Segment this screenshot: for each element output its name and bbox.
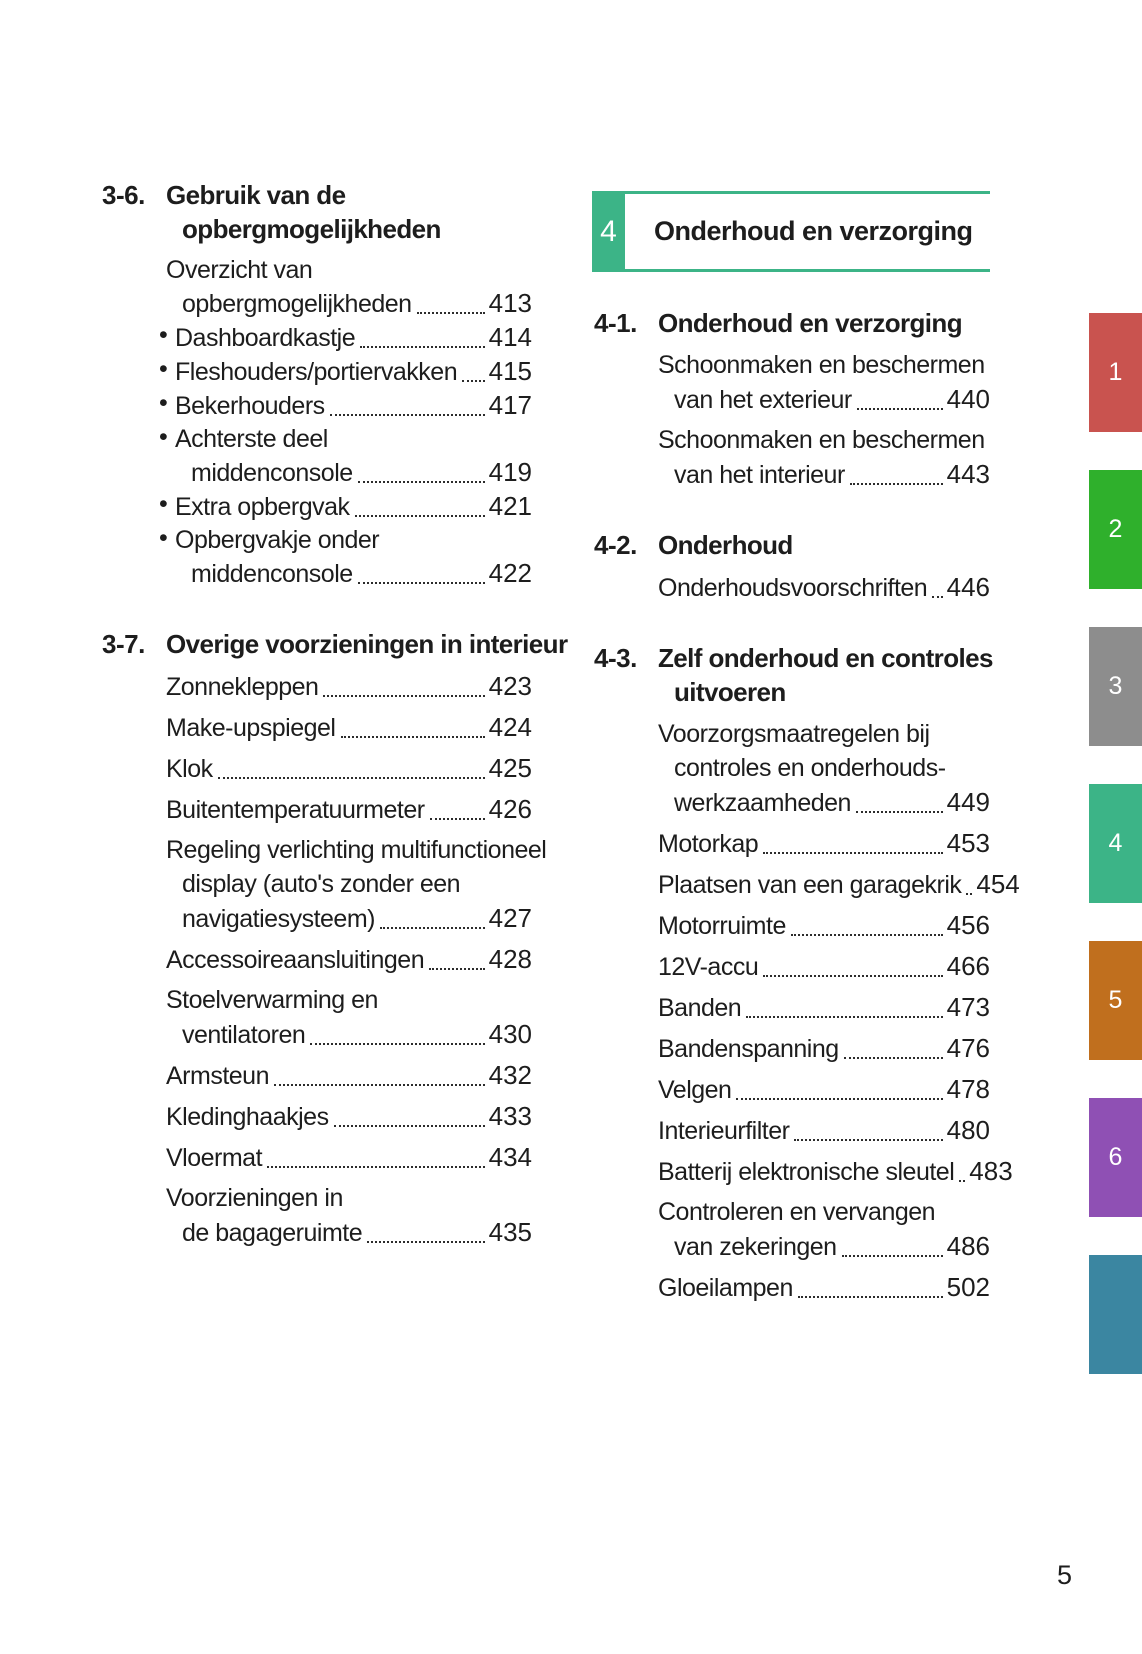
entry-line — [175, 456, 532, 490]
entry-line — [175, 524, 532, 557]
entry-page-number: 466 — [946, 951, 990, 981]
entry-line — [166, 1058, 532, 1093]
entry-page-number: 456 — [946, 910, 990, 940]
entry-line — [658, 423, 990, 457]
toc-left-column — [100, 178, 568, 1256]
dot-leader — [959, 1180, 965, 1182]
entry-label: Extra opbergvak — [175, 493, 350, 521]
entry-label: werkzaamheden — [674, 789, 851, 817]
entry-label: van zekeringen — [674, 1233, 837, 1261]
entry-line — [166, 751, 532, 786]
dot-leader — [358, 481, 485, 483]
toc-entry — [166, 669, 532, 704]
entry-line — [658, 949, 990, 984]
toc-entry — [166, 751, 532, 786]
entry-line — [658, 1031, 990, 1066]
bullet-icon: • — [159, 524, 168, 552]
dot-leader — [218, 777, 485, 779]
toc-entry — [658, 1154, 1013, 1189]
entry-line — [658, 382, 990, 417]
toc-entry — [658, 423, 990, 492]
entry-page-number: 480 — [946, 1115, 990, 1145]
entry-line — [166, 792, 532, 827]
entry-page-number: 433 — [488, 1101, 532, 1131]
toc-entry — [658, 570, 990, 605]
right-column-sections — [592, 306, 1020, 1305]
section-title-line: Onderhoud — [658, 530, 793, 560]
dot-leader — [360, 346, 484, 348]
dot-leader — [358, 582, 485, 584]
toc-right-column — [592, 191, 1020, 1311]
entry-label: Bekerhouders — [175, 392, 325, 420]
entry-label: Plaatsen van een garagekrik — [658, 871, 962, 899]
section-title-line: uitvoeren — [674, 677, 786, 707]
toc-section — [100, 627, 568, 1250]
entry-label: Dashboardkastje — [175, 324, 356, 352]
entry-line — [175, 557, 532, 591]
entry-label: Motorkap — [658, 830, 759, 858]
entry-label: Velgen — [658, 1076, 732, 1104]
bullet-icon: • — [159, 355, 168, 383]
entry-page-number: 502 — [946, 1272, 990, 1302]
side-tab-3: 3 — [1089, 627, 1142, 746]
toc-entry — [658, 717, 990, 820]
entry-line — [166, 254, 532, 287]
entry-page-number: 453 — [946, 828, 990, 858]
entry-line — [658, 908, 990, 943]
dot-leader — [462, 380, 485, 382]
toc-entry — [159, 321, 532, 355]
entry-page-number: 434 — [488, 1142, 532, 1172]
entry-label: Armsteun — [166, 1062, 269, 1090]
dot-leader — [267, 1166, 485, 1168]
dot-leader — [310, 1043, 484, 1045]
chapter-number-box: 4 — [592, 194, 625, 269]
side-tab-6: 6 — [1089, 1098, 1142, 1217]
section-number: 3-7. — [102, 629, 145, 659]
entry-label: Motorruimte — [658, 912, 786, 940]
side-tab-5: 5 — [1089, 941, 1142, 1060]
toc-entry — [159, 490, 532, 524]
entry-line — [658, 990, 990, 1025]
entry-label: Accessoireaansluitingen — [166, 946, 425, 974]
dot-leader — [850, 483, 943, 485]
entry-page-number: 414 — [488, 322, 532, 352]
entry-line — [658, 1072, 990, 1107]
entry-label: Zonnekleppen — [166, 673, 319, 701]
section-title — [658, 306, 990, 340]
page-number: 5 — [1057, 1560, 1073, 1590]
entry-line — [658, 348, 990, 382]
dot-leader — [966, 893, 972, 895]
entry-line — [658, 785, 990, 820]
toc-entry — [658, 348, 990, 417]
dot-leader — [355, 515, 485, 517]
section-number: 4-2. — [594, 530, 637, 560]
entry-line — [658, 717, 990, 751]
toc-entry — [159, 423, 532, 490]
entry-label: controles en onderhouds- — [674, 754, 946, 782]
toc-entry — [159, 524, 532, 591]
entry-label: middenconsole — [191, 459, 353, 487]
entry-line — [658, 1270, 990, 1305]
bullet-icon: • — [159, 321, 168, 349]
section-title-line: Zelf onderhoud en controles — [658, 643, 993, 673]
entry-label: Regeling verlichting multifunctioneel — [166, 836, 547, 864]
entry-page-number: 476 — [946, 1033, 990, 1063]
dot-leader — [763, 975, 942, 977]
toc-entry — [166, 1140, 532, 1175]
entry-line — [166, 287, 532, 321]
dot-leader — [341, 736, 485, 738]
side-tab-blank — [1089, 1255, 1142, 1374]
entry-page-number: 428 — [488, 944, 532, 974]
entry-page-number: 413 — [488, 288, 532, 318]
entry-line — [166, 669, 532, 704]
entry-line — [166, 1099, 532, 1134]
entry-label: Kledinghaakjes — [166, 1103, 329, 1131]
dot-leader — [334, 1125, 485, 1127]
chapter-banner — [592, 191, 990, 272]
entry-line — [175, 321, 532, 355]
entry-line — [175, 389, 532, 423]
entry-label: van het exterieur — [674, 386, 852, 414]
entry-page-number: 425 — [488, 753, 532, 783]
entry-page-number: 478 — [946, 1074, 990, 1104]
toc-section — [100, 178, 532, 591]
dot-leader — [323, 695, 484, 697]
section-title-line: Overige voorzieningen in interieur — [166, 629, 568, 659]
dot-leader — [844, 1057, 943, 1059]
entry-page-number: 422 — [488, 558, 532, 588]
entry-line — [166, 1017, 532, 1052]
section-title-line: Gebruik van de — [166, 180, 346, 210]
dot-leader — [746, 1016, 942, 1018]
entry-label: Controleren en vervangen — [658, 1198, 936, 1226]
entry-label: Batterij elektronische sleutel — [658, 1158, 955, 1186]
entry-line — [166, 901, 532, 936]
entry-line — [166, 710, 532, 745]
toc-entry — [658, 990, 990, 1025]
section-title-line: Onderhoud en verzorging — [658, 308, 962, 338]
toc-entry — [166, 710, 532, 745]
section-number: 4-1. — [594, 308, 637, 338]
entry-page-number: 446 — [946, 572, 990, 602]
section-number: 3-6. — [102, 180, 145, 210]
entry-line — [658, 826, 990, 861]
dot-leader — [274, 1084, 485, 1086]
entry-label: 12V-accu — [658, 953, 759, 981]
toc-entry — [166, 833, 547, 936]
side-tab-1: 1 — [1089, 313, 1142, 432]
entry-label: Vloermat — [166, 1144, 263, 1172]
toc-section — [592, 641, 1020, 1305]
entry-label: Schoonmaken en beschermen — [658, 351, 985, 379]
entry-label: Interieurfilter — [658, 1117, 790, 1145]
entry-line — [658, 1229, 990, 1264]
dot-leader — [736, 1098, 942, 1100]
toc-entry — [658, 826, 990, 861]
section-title-line: opbergmogelijkheden — [182, 214, 441, 244]
entry-label: ventilatoren — [182, 1021, 306, 1049]
toc-entry — [658, 1072, 990, 1107]
entry-line — [166, 867, 532, 901]
entry-label: Schoonmaken en beschermen — [658, 426, 985, 454]
entry-line — [166, 942, 532, 977]
toc-entry — [658, 1270, 990, 1305]
entry-line — [658, 570, 990, 605]
entry-line — [175, 355, 532, 389]
dot-leader — [932, 596, 942, 598]
entry-label: de bagageruimte — [182, 1219, 363, 1247]
dot-leader — [798, 1296, 943, 1298]
dot-leader — [367, 1241, 484, 1243]
dot-leader — [842, 1255, 943, 1257]
entry-line — [166, 1215, 532, 1250]
entry-page-number: 426 — [488, 794, 532, 824]
entry-label: Overzicht van — [166, 256, 313, 284]
entry-line — [658, 751, 990, 785]
entry-page-number: 432 — [488, 1060, 532, 1090]
entry-line — [658, 1113, 990, 1148]
toc-entry — [159, 389, 532, 423]
entry-label: Klok — [166, 755, 213, 783]
toc-entry — [166, 1181, 532, 1250]
entry-label: middenconsole — [191, 560, 353, 588]
entry-line — [658, 1195, 990, 1229]
entry-line — [658, 457, 990, 492]
entry-label: Voorzieningen in — [166, 1184, 343, 1212]
entry-page-number: 486 — [946, 1231, 990, 1261]
dot-leader — [417, 312, 485, 314]
entry-label: Stoelverwarming en — [166, 986, 378, 1014]
entry-line — [658, 867, 1020, 902]
entry-label: display (auto's zonder een — [182, 870, 461, 898]
section-title — [658, 641, 993, 709]
dot-leader — [763, 852, 942, 854]
entry-label: opbergmogelijkheden — [182, 290, 412, 318]
toc-entry — [159, 355, 532, 389]
entry-page-number: 421 — [488, 491, 532, 521]
entry-page-number: 423 — [488, 671, 532, 701]
entry-page-number: 449 — [946, 787, 990, 817]
entry-line — [166, 833, 547, 867]
entry-page-number: 417 — [488, 390, 532, 420]
entry-label: van het interieur — [674, 461, 845, 489]
bullet-icon: • — [159, 423, 168, 451]
toc-entry — [166, 792, 532, 827]
entry-page-number: 419 — [488, 457, 532, 487]
bullet-icon: • — [159, 389, 168, 417]
entry-page-number: 435 — [488, 1217, 532, 1247]
bullet-icon: • — [159, 490, 168, 518]
toc-entry — [658, 1031, 990, 1066]
dot-leader — [857, 408, 943, 410]
dot-leader — [380, 927, 485, 929]
entry-line — [658, 1154, 1013, 1189]
entry-page-number: 443 — [946, 459, 990, 489]
entry-page-number: 427 — [488, 903, 532, 933]
dot-leader — [791, 934, 943, 936]
toc-entry — [166, 942, 532, 977]
section-title — [166, 178, 532, 246]
side-tab-4: 4 — [1089, 784, 1142, 903]
toc-entry — [166, 254, 532, 321]
entry-line — [175, 490, 532, 524]
entry-label: Banden — [658, 994, 742, 1022]
chapter-side-tabs — [1089, 313, 1142, 1412]
section-title — [658, 528, 990, 562]
entry-line — [175, 423, 532, 456]
side-tab-2: 2 — [1089, 470, 1142, 589]
dot-leader — [429, 968, 485, 970]
entry-page-number: 483 — [969, 1156, 1013, 1186]
toc-entry — [658, 908, 990, 943]
entry-label: Achterste deel — [175, 425, 328, 453]
entry-line — [166, 983, 532, 1017]
dot-leader — [856, 811, 943, 813]
dot-leader — [330, 414, 485, 416]
toc-section — [592, 528, 990, 605]
dot-leader — [430, 818, 485, 820]
toc-entry — [658, 1113, 990, 1148]
entry-page-number: 440 — [946, 384, 990, 414]
entry-label: Fleshouders/portiervakken — [175, 358, 458, 386]
entry-page-number: 454 — [976, 869, 1020, 899]
chapter-title: Onderhoud en verzorging — [654, 216, 973, 246]
toc-entry — [166, 983, 532, 1052]
section-title — [166, 627, 568, 661]
entry-label: Voorzorgsmaatregelen bij — [658, 720, 930, 748]
entry-label: Make-upspiegel — [166, 714, 336, 742]
toc-entry — [658, 1195, 990, 1264]
entry-page-number: 473 — [946, 992, 990, 1022]
section-number: 4-3. — [594, 643, 637, 673]
toc-entry — [166, 1058, 532, 1093]
entry-label: Buitentemperatuurmeter — [166, 796, 425, 824]
entry-page-number: 430 — [488, 1019, 532, 1049]
toc-entry — [658, 867, 1020, 902]
dot-leader — [794, 1139, 942, 1141]
entry-line — [166, 1181, 532, 1215]
toc-entry — [658, 949, 990, 984]
toc-section — [592, 306, 990, 492]
entry-line — [166, 1140, 532, 1175]
entry-page-number: 415 — [488, 356, 532, 386]
entry-label: Onderhoudsvoorschriften — [658, 574, 928, 602]
entry-label: Bandenspanning — [658, 1035, 839, 1063]
entry-label: Opbergvakje onder — [175, 526, 380, 554]
toc-entry — [166, 1099, 532, 1134]
entry-page-number: 424 — [488, 712, 532, 742]
entry-label: navigatiesysteem) — [182, 905, 375, 933]
entry-label: Gloeilampen — [658, 1274, 793, 1302]
